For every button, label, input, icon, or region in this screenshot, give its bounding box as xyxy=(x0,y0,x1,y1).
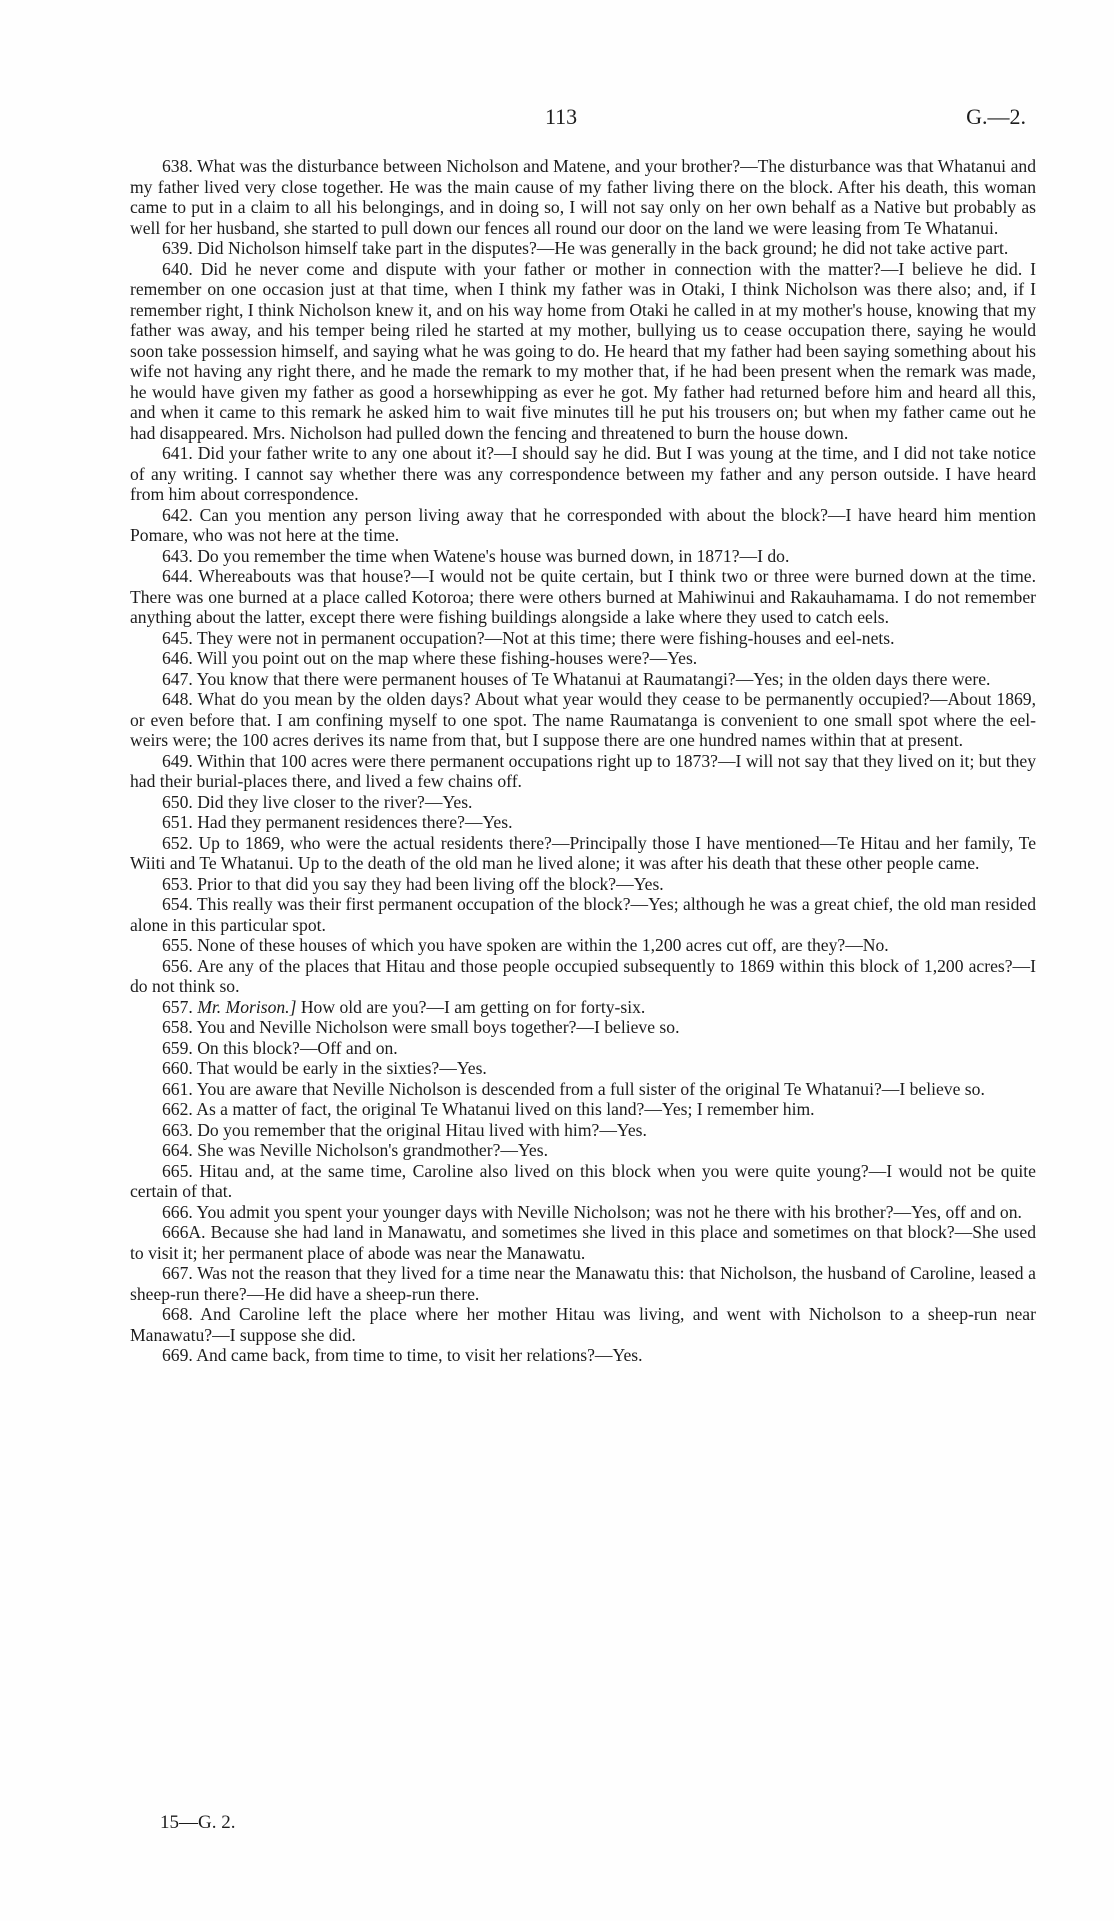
question-answer-paragraph xyxy=(130,1222,1036,1263)
question-answer-text: And Caroline left the place where her mother Hitau was living, and went with Nicholson to a sheep-run near Manawatu?—I suppose she did. xyxy=(130,1304,1036,1345)
question-answer-text: Up to 1869, who were the actual residents there?—Principally those I have mentioned—Te Hitau and her family, Te Wiiti and Te Whatanui. Up to the death of the old man he lived alone; it was after his death that these other people came. xyxy=(130,832,1037,873)
question-answer-paragraph xyxy=(130,1099,1036,1120)
question-answer-text: Whereabouts was that house?—I would not be quite certain, but I think two or three were burned down at the time. There was one burned at a place called Kotoroa; there were others burned at Mahiwinui and Rakauhamama. I do not remember anything about the latter, except there were fishing buildings alongside a lake where they used to catch eels. xyxy=(130,566,1036,627)
question-number: 666A. xyxy=(162,1222,206,1242)
question-answer-paragraph xyxy=(130,1345,1036,1366)
question-number: 642. xyxy=(162,504,193,525)
question-number: 659. xyxy=(162,1037,193,1058)
question-answer-text: She was Neville Nicholson's grandmother?—Yes. xyxy=(197,1140,548,1160)
question-answer-text: Do you remember the time when Watene's house was burned down, in 1871?—I do. xyxy=(197,545,790,566)
question-answer-text: Prior to that did you say they had been living off the block?—Yes. xyxy=(197,873,664,894)
question-answer-paragraph xyxy=(130,956,1036,997)
question-number: 663. xyxy=(162,1119,193,1140)
question-answer-text: This really was their first permanent occupation of the block?—Yes; although he was a great chief, the old man resided alone in this particular spot. xyxy=(130,894,1036,935)
question-answer-paragraph xyxy=(130,689,1036,751)
question-answer-text: Did they live closer to the river?—Yes. xyxy=(197,791,473,812)
question-answer-text: Do you remember that the original Hitau lived with him?—Yes. xyxy=(197,1119,647,1140)
question-number: 653. xyxy=(162,873,193,894)
question-answer-paragraph xyxy=(130,156,1036,238)
question-answer-paragraph xyxy=(130,566,1036,628)
question-answer-text: Are any of the places that Hitau and those people occupied subsequently to 1869 within this block of 1,200 acres?—I do not think so. xyxy=(130,955,1036,996)
question-answer-text: What was the disturbance between Nicholson and Matene, and your brother?—The disturbance was that Whatanui and my father lived very close together. He was the main cause of my father living there on the block. After his death, this woman came to put in a claim to all his belongings, and in doing so, I will not say only on her own behalf as a Native but probably as well for her husband, she started to pull down our fences all round our door on the land we were leasing from Te Whatanui. xyxy=(130,156,1036,238)
question-number: 665. xyxy=(162,1160,193,1181)
question-answer-text: Did he never come and dispute with your father or mother in connection with the matter?—I believe he did. I remember on one occasion just at that time, when I think my father was in Otaki, I think Nicholson was there also; and, if I remember right, I think Nicholson knew it, and on his way home from Otaki he called in at my mother's house, knowing that my father was away, and his temper being riled he started at my mother, bullying us to cease occupation there, saying he would soon take possession himself, and saying what he was going to do. He heard that my father had been saying something about his wife not having any right there, and he made the remark to my mother that, if he had been present when the remark was made, he would have given my father as good a horsewhipping as ever he got. My father had returned before him and heard all this, and when it came to this remark he asked him to wait five minutes till he put his trousers on; but when my father came out he had disappeared. Mrs. Nicholson had pulled down the fencing and threatened to burn the house down. xyxy=(130,258,1036,443)
question-number: 638. xyxy=(162,156,193,176)
question-number: 660. xyxy=(162,1058,193,1078)
question-number: 658. xyxy=(162,1017,193,1037)
question-answer-paragraph xyxy=(130,894,1036,935)
question-number: 666. xyxy=(162,1201,193,1222)
question-number: 640. xyxy=(162,258,193,279)
question-number: 652. xyxy=(162,832,193,853)
question-answer-paragraph xyxy=(130,1263,1036,1304)
question-answer-paragraph xyxy=(130,1120,1036,1141)
question-answer-text: Will you point out on the map where these fishing-houses were?—Yes. xyxy=(196,648,698,668)
question-number: 662. xyxy=(162,1099,193,1119)
question-number: 644. xyxy=(162,566,193,586)
question-number: 667. xyxy=(162,1263,193,1283)
question-answer-text: Was not the reason that they lived for a time near the Manawatu this: that Nicholson, the husband of Caroline, leased a sheep-run there?—He did have a sheep-run there. xyxy=(130,1263,1036,1304)
question-number: 668. xyxy=(162,1304,193,1324)
question-answer-paragraph xyxy=(130,238,1036,259)
question-answer-text: You admit you spent your younger days with Neville Nicholson; was not he there with his brother?—Yes, off and on. xyxy=(196,1201,1022,1222)
question-answer-text: Hitau and, at the same time, Caroline also lived on this block when you were quite young?—I would not be quite certain of that. xyxy=(130,1160,1036,1201)
question-answer-paragraph xyxy=(130,1079,1036,1100)
question-number: 664. xyxy=(162,1140,193,1160)
question-answer-paragraph xyxy=(130,505,1036,546)
question-answer-paragraph xyxy=(130,833,1036,874)
question-answer-paragraph xyxy=(130,259,1036,444)
question-answer-paragraph xyxy=(130,1161,1036,1202)
question-number: 650. xyxy=(162,791,193,812)
question-answer-text: You know that there were permanent houses of Te Whatanui at Raumatangi?—Yes; in the olden days there were. xyxy=(196,668,991,689)
question-answer-text: Within that 100 acres were there permanent occupations right up to 1873?—I will not say that they lived on it; but they had their burial-places there, and lived a few chains off. xyxy=(130,750,1036,791)
question-answer-text: On this block?—Off and on. xyxy=(197,1037,398,1058)
question-number: 649. xyxy=(162,750,193,771)
speaker-attribution: Mr. Morison.] xyxy=(197,996,297,1017)
question-answer-paragraph xyxy=(130,997,1036,1018)
question-number: 655. xyxy=(162,935,193,955)
question-number: 643. xyxy=(162,545,193,566)
question-answer-paragraph xyxy=(130,669,1036,690)
question-number: 656. xyxy=(162,955,193,976)
question-answer-text: Did your father write to any one about it?—I should say he did. But I was young at the time, and I did not take notice of any writing. I cannot say whether there was any correspondence between my father and any person outside. I have heard from him about correspondence. xyxy=(130,443,1036,504)
question-number: 661. xyxy=(162,1078,193,1099)
question-number: 646. xyxy=(162,648,193,668)
printer-signature: 15—G. 2. xyxy=(160,1812,236,1833)
question-answer-text: That would be early in the sixties?—Yes. xyxy=(196,1058,487,1078)
question-answer-paragraph xyxy=(130,628,1036,649)
testimony-body xyxy=(130,156,1036,1366)
question-number: 647. xyxy=(162,668,193,689)
question-answer-paragraph xyxy=(130,874,1036,895)
question-answer-text: They were not in permanent occupation?—Not at this time; there were fishing-houses and eel-nets. xyxy=(196,627,895,648)
page-number: 113 xyxy=(545,104,578,129)
question-answer-text: What do you mean by the olden days? About what year would they cease to be permanently occupied?—About 1869, or even before that. I am confining myself to one spot. The name Raumatanga is convenient to one small spot where the eel-weirs were; the 100 acres derives its name from that, but I suppose there are one hundred names within that at present. xyxy=(130,689,1036,750)
question-number: 648. xyxy=(162,689,193,709)
question-answer-paragraph xyxy=(130,1038,1036,1059)
question-answer-paragraph xyxy=(130,546,1036,567)
page-header xyxy=(0,98,1114,134)
document-reference: G.—2. xyxy=(966,104,1026,129)
question-answer-paragraph xyxy=(130,935,1036,956)
question-number: 651. xyxy=(162,812,193,832)
question-answer-text: Did Nicholson himself take part in the disputes?—He was generally in the back ground; he did not take active part. xyxy=(197,238,1009,258)
question-answer-paragraph xyxy=(130,443,1036,505)
question-answer-text: Because she had land in Manawatu, and sometimes she lived in this place and sometimes on that block?—She used to visit it; her permanent place of abode was near the Manawatu. xyxy=(130,1222,1037,1263)
question-answer-text: You and Neville Nicholson were small boys together?—I believe so. xyxy=(196,1017,680,1037)
question-number: 657. xyxy=(162,996,193,1017)
question-answer-paragraph xyxy=(130,812,1036,833)
question-number: 645. xyxy=(162,627,193,648)
question-answer-text: Can you mention any person living away that he corresponded with about the block?—I have heard him mention Pomare, who was not here at the time. xyxy=(130,504,1036,545)
question-number: 641. xyxy=(162,443,193,463)
question-number: 639. xyxy=(162,238,193,258)
question-answer-text: How old are you?—I am getting on for forty-six. xyxy=(300,996,646,1017)
question-answer-text: You are aware that Neville Nicholson is descended from a full sister of the original Te Whatanui?—I believe so. xyxy=(196,1078,985,1099)
question-answer-paragraph xyxy=(130,751,1036,792)
question-answer-text: As a matter of fact, the original Te Whatanui lived on this land?—Yes; I remember him. xyxy=(196,1099,815,1119)
question-answer-text: None of these houses of which you have spoken are within the 1,200 acres cut off, are they?—No. xyxy=(197,935,889,955)
question-answer-text: Had they permanent residences there?—Yes. xyxy=(197,812,513,832)
question-answer-paragraph xyxy=(130,1140,1036,1161)
question-answer-text: And came back, from time to time, to visit her relations?—Yes. xyxy=(196,1345,643,1365)
question-number: 669. xyxy=(162,1345,193,1365)
question-answer-paragraph xyxy=(130,648,1036,669)
question-answer-paragraph xyxy=(130,1202,1036,1223)
question-answer-paragraph xyxy=(130,1017,1036,1038)
question-answer-paragraph xyxy=(130,792,1036,813)
question-answer-paragraph xyxy=(130,1304,1036,1345)
question-answer-paragraph xyxy=(130,1058,1036,1079)
question-number: 654. xyxy=(162,894,193,914)
